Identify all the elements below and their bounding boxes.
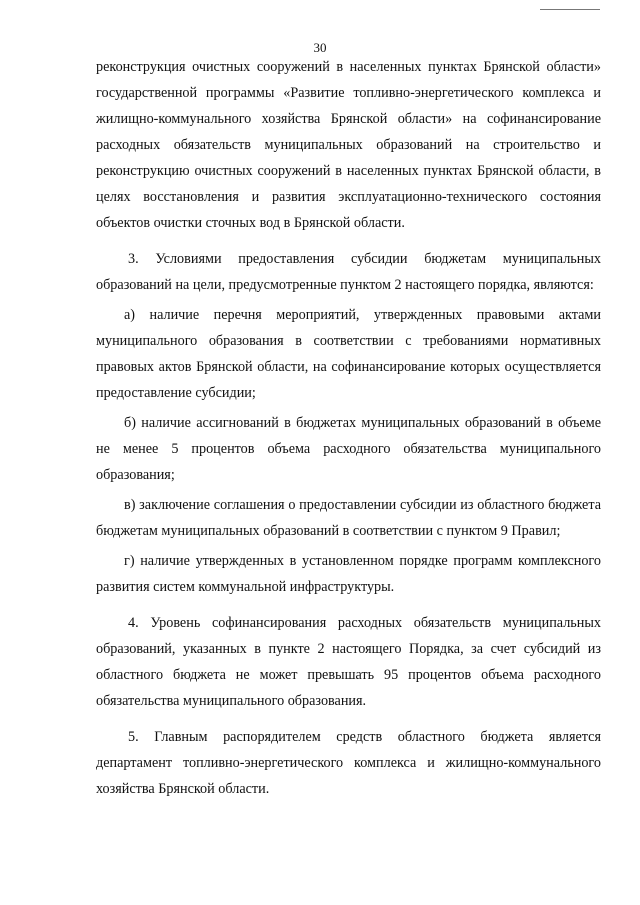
paragraph-item-3: 3. Условиями предоставления субсидии бюджетам муниципальных образований на цели, предусмотренные пунктом 2 настоящего порядка, являются: [96, 251, 601, 293]
page-number: 30 [313, 40, 327, 55]
paragraph-intro-continuation: реконструкция очистных сооружений в населенных пунктах Брянской области» государственной программы «Развитие топливно-энергетического комплекса и жилищно-коммунального хозяйства Брянской области» на софинансирование расходных обязательств муниципальных образований на строительство и реконструкцию очистных сооружений в населенных пунктах Брянской области, в целях восстановления и развития эксплуатационно-технического состояния объектов очистки сточных вод в Брянской области. [96, 59, 601, 231]
paragraph-item-5: 5. Главным распорядителем средств областного бюджета является департамент топливно-энергетического комплекса и жилищно-коммунального хозяйства Брянской области. [96, 729, 601, 797]
document-body [96, 54, 601, 802]
top-rule [540, 9, 600, 10]
paragraph-item-4: 4. Уровень софинансирования расходных обязательств муниципальных образований, указанных в пункте 2 настоящего Порядка, за счет субсидий из областного бюджета не может превышать 95 процентов объема расходного обязательства муниципального образования. [96, 615, 601, 709]
paragraph-subitem-a: а) наличие перечня мероприятий, утвержденных правовыми актами муниципального образования в соответствии с требованиями нормативных правовых актов Брянской области, на софинансирование которых осуществляется предоставление субсидии; [96, 307, 601, 401]
paragraph-subitem-b: б) наличие ассигнований в бюджетах муниципальных образований в объеме не менее 5 процентов объема расходного обязательства муниципального образования; [96, 415, 601, 483]
paragraph-subitem-v: в) заключение соглашения о предоставлении субсидии из областного бюджета бюджетам муниципальных образований в соответствии с пунктом 9 Правил; [96, 497, 601, 539]
paragraph-subitem-g: г) наличие утвержденных в установленном порядке программ комплексного развития систем коммунальной инфраструктуры. [96, 553, 601, 595]
